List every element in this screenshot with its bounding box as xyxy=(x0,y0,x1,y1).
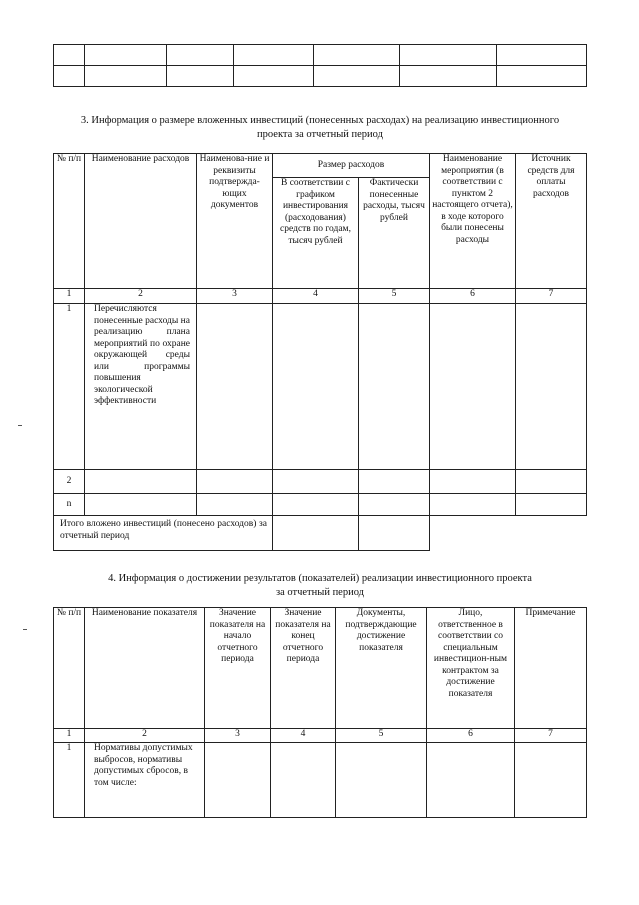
header-num: № п/п xyxy=(54,608,85,729)
row-num: 1 xyxy=(54,304,85,470)
scan-mark xyxy=(18,425,22,426)
col-number: 4 xyxy=(273,289,359,304)
table-cell xyxy=(197,494,273,516)
table-cell xyxy=(336,743,427,818)
total-row xyxy=(54,516,587,551)
row-expense-name: Перечисляются понесенные расходы на реализацию плана мероприятий по охране окружающей среды или программы повышения экологической эффективности xyxy=(85,304,197,470)
header-documents: Наименова-ние и реквизиты подтвержда-ющих документов xyxy=(197,154,273,289)
col-number: 6 xyxy=(430,289,516,304)
scan-mark xyxy=(23,629,27,630)
col-number: 5 xyxy=(336,729,427,743)
top-partial-table xyxy=(53,44,587,87)
table-cell xyxy=(273,304,359,470)
table-cell xyxy=(400,45,497,66)
table-row xyxy=(54,470,587,494)
table-cell xyxy=(54,66,85,87)
table-cell xyxy=(430,494,516,516)
table-cell xyxy=(497,45,587,66)
col-number: 6 xyxy=(427,729,515,743)
table-cell xyxy=(497,66,587,87)
section4-title-line1: 4. Информация о достижении результатов (показателей) реализации инвестиционного проекта xyxy=(108,573,532,584)
col-number: 1 xyxy=(54,729,85,743)
col-number: 1 xyxy=(54,289,85,304)
col-number: 7 xyxy=(515,729,587,743)
table-cell xyxy=(359,494,430,516)
row-expense-name xyxy=(85,470,197,494)
table-cell xyxy=(234,45,314,66)
header-note: Примечание xyxy=(515,608,587,729)
table-cell xyxy=(197,470,273,494)
table-cell xyxy=(359,470,430,494)
table-cell xyxy=(516,494,587,516)
section3-title-line1: 3. Информация о размере вложенных инвестиций (понесенных расходах) на реализацию инвестиционного xyxy=(80,115,560,126)
table-cell xyxy=(359,304,430,470)
table-cell xyxy=(167,45,234,66)
header-value-start: Значение показателя на начало отчетного периода xyxy=(205,608,271,729)
table-row xyxy=(54,304,587,470)
table-cell xyxy=(314,66,400,87)
col-number: 3 xyxy=(197,289,273,304)
header-source: Источник средств для оплаты расходов xyxy=(516,154,587,289)
total-label: Итого вложено инвестиций (понесено расходов) за отчетный период xyxy=(54,516,273,551)
header-indicator-name: Наименование показателя xyxy=(85,608,205,729)
header-expense-name: Наименование расходов xyxy=(85,154,197,289)
table-cell xyxy=(516,304,587,470)
header-size-plan: В соответствии с графиком инвестирования (расходования) средств по годам, тысяч рублей xyxy=(273,178,359,289)
table-cell xyxy=(427,743,515,818)
col-number: 5 xyxy=(359,289,430,304)
table-cell xyxy=(314,45,400,66)
table-cell xyxy=(54,45,85,66)
table-cell xyxy=(197,304,273,470)
table-cell xyxy=(400,66,497,87)
header-expense-size: Размер расходов xyxy=(273,154,430,178)
row-expense-name xyxy=(85,494,197,516)
total-fact-cell xyxy=(359,516,430,551)
header-value-end: Значение показателя на конец отчетного периода xyxy=(271,608,336,729)
header-responsible-person: Лицо, ответственное в соответствии со специальным инвестицион-ным контрактом за достижение показателя xyxy=(427,608,515,729)
table-cell xyxy=(85,66,167,87)
table-cell xyxy=(167,66,234,87)
section3-title-line2: проекта за отчетный период xyxy=(257,129,383,140)
header-size-fact: Фактически понесенные расходы, тысяч рублей xyxy=(359,178,430,289)
col-number: 4 xyxy=(271,729,336,743)
row-indicator-name: Нормативы допустимых выбросов, нормативы допустимых сбросов, в том числе: xyxy=(85,743,205,818)
col-number: 7 xyxy=(516,289,587,304)
total-plan-cell xyxy=(273,516,359,551)
table-cell xyxy=(515,743,587,818)
col-number: 2 xyxy=(85,729,205,743)
section4-title xyxy=(30,572,610,600)
table-row xyxy=(54,743,587,818)
header-measure: Наименование мероприятия (в соответствии с пунктом 2 настоящего отчета), в ходе которого были понесены расходы xyxy=(430,154,516,289)
table-cell xyxy=(516,470,587,494)
header-documents: Документы, подтверждающие достижение показателя xyxy=(336,608,427,729)
row-num: 1 xyxy=(54,743,85,818)
section4-title-line2: за отчетный период xyxy=(275,587,365,598)
row-num: 2 xyxy=(54,470,85,494)
table-cell xyxy=(271,743,336,818)
table-cell xyxy=(234,66,314,87)
investment-table xyxy=(53,153,587,551)
table-cell xyxy=(430,304,516,470)
section3-title xyxy=(30,114,610,142)
col-number: 2 xyxy=(85,289,197,304)
row-num: n xyxy=(54,494,85,516)
table-cell xyxy=(273,494,359,516)
table-row xyxy=(54,494,587,516)
indicators-table xyxy=(53,607,587,818)
table-cell xyxy=(430,470,516,494)
table-cell xyxy=(273,470,359,494)
header-num: № п/п xyxy=(54,154,85,289)
table-cell xyxy=(85,45,167,66)
table-cell xyxy=(205,743,271,818)
col-number: 3 xyxy=(205,729,271,743)
